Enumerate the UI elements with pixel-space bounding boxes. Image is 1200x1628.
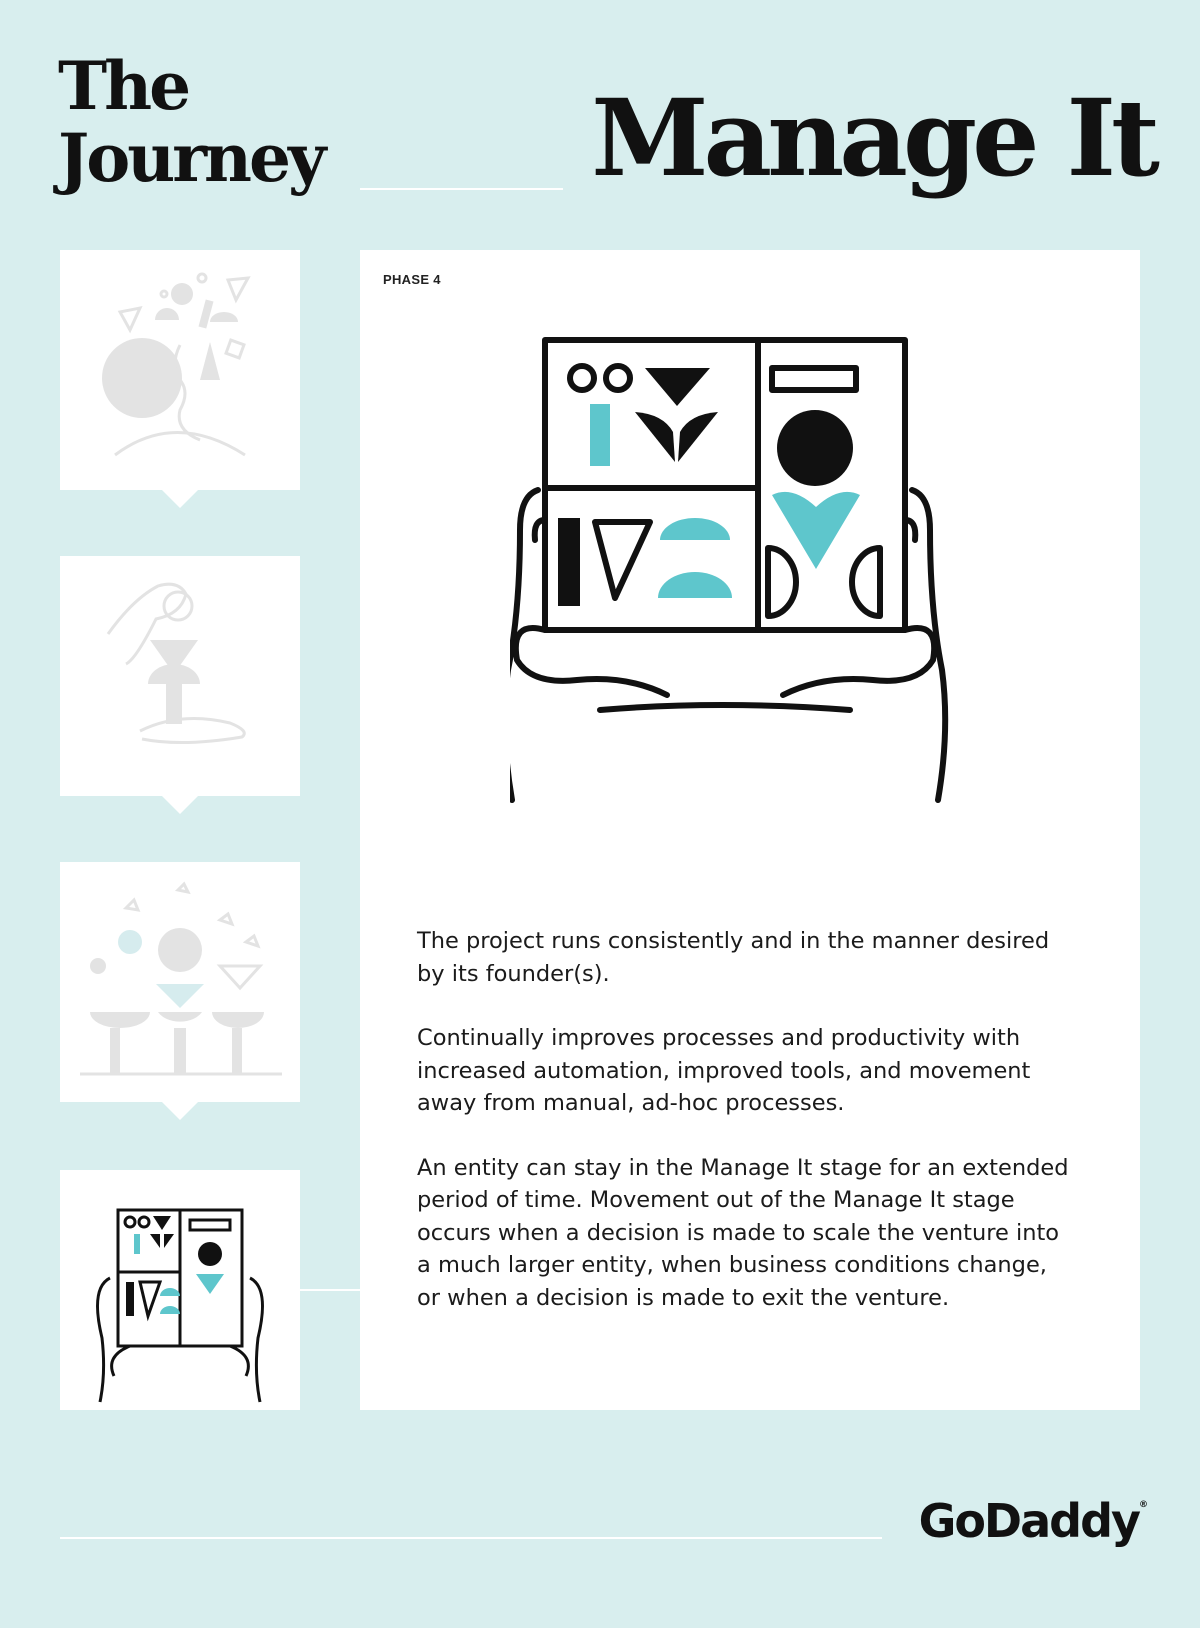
phase-card-2-pointer bbox=[162, 796, 198, 814]
growing-plants-icon bbox=[60, 862, 300, 1102]
phase-card-3-pointer bbox=[162, 1102, 198, 1120]
phase-card-2[interactable] bbox=[60, 556, 300, 796]
header-divider bbox=[360, 188, 563, 190]
trademark-symbol: ® bbox=[1139, 1500, 1148, 1510]
hands-holding-board-icon bbox=[60, 1170, 300, 1410]
godaddy-logo bbox=[919, 1494, 1148, 1548]
description-paragraph-2: Continually improves processes and productivity with increased automation, improved tools, and movement away from manual, ad-hoc processes. bbox=[417, 1025, 1031, 1116]
phase-card-1[interactable] bbox=[60, 250, 300, 490]
journey-title bbox=[58, 47, 358, 197]
hands-holding-board-illustration bbox=[510, 330, 990, 830]
description-paragraph-1: The project runs consistently and in the manner desired by its founder(s). bbox=[417, 928, 1050, 987]
phase-card-4[interactable] bbox=[60, 1170, 300, 1410]
description-paragraph-3: An entity can stay in the Manage It stage for an extended period of time. Movement out of the Manage It stage occurs when a decision is made to scale the venture into a much larger entity, when business conditions change, or when a decision is made to exit the venture. bbox=[417, 1154, 1069, 1311]
phase-label: PHASE 4 bbox=[383, 272, 441, 287]
journey-title-line1: The bbox=[58, 47, 189, 125]
phase-card-1-pointer bbox=[162, 490, 198, 508]
person-ideas-icon bbox=[60, 250, 300, 490]
journey-title-line2: Journey bbox=[58, 119, 324, 197]
brand-name: GoDaddy bbox=[918, 1494, 1139, 1548]
phase-description bbox=[417, 925, 1077, 1346]
phase-card-3[interactable] bbox=[60, 862, 300, 1102]
active-phase-connector bbox=[300, 1289, 360, 1291]
hand-building-icon bbox=[60, 556, 300, 796]
phase-detail-card bbox=[360, 250, 1140, 1410]
stage-title: Manage It bbox=[591, 75, 1155, 200]
footer-divider bbox=[60, 1537, 882, 1539]
